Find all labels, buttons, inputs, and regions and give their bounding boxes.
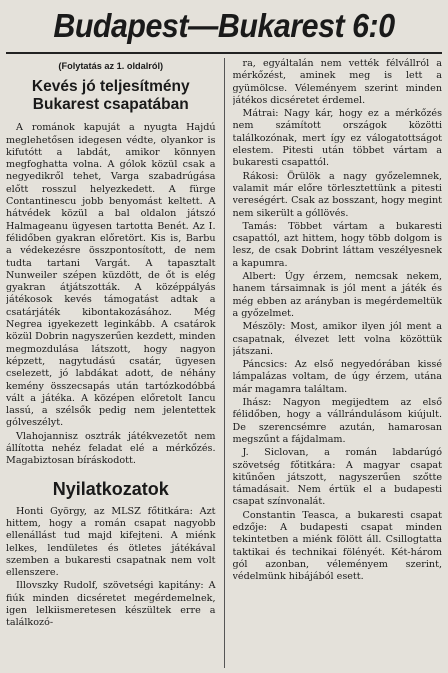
statement-paragraph: Albert: Úgy érzem, nemcsak nekem, hanem társaimnak is jól ment a játék és még ebben az arányban is megérdemeltük a győzelmet. bbox=[232, 271, 442, 319]
left-column bbox=[6, 58, 216, 668]
headline: Budapest—Bukarest 6:0 bbox=[53, 7, 395, 44]
subheadline: Kevés jó teljesítmény Bukarest csapatában bbox=[31, 78, 190, 114]
column-divider bbox=[224, 58, 225, 668]
statement-paragraph: Honti György, az MLSZ főtitkára: Azt hittem, hogy a román csapat nagyobb ellenállást tud majd kifejteni. A miénk lelkes, lendületes és ötletes játékával szemben a bukaresti csapatnak nem volt ellenszere. bbox=[6, 505, 216, 579]
statement-paragraph: ra, egyáltalán nem vették félvállról a mérkőzést, aminek meg is lett a gyümölcse. Véleményem szerint minden játékos dicséretet érdemel. bbox=[232, 58, 442, 106]
article-columns bbox=[6, 58, 442, 668]
statement-paragraph: Páncsics: Az első negyedórában kissé lámpalázas voltam, de úgy érzem, utána már magamra találtam. bbox=[232, 359, 442, 395]
report-paragraph: Vlahojannisz osztrák játékvezetőt nem állította nehéz feladat elé a mérkőzés. Magabiztosan bíráskodott. bbox=[6, 430, 216, 467]
statement-paragraph: Mészöly: Most, amikor ilyen jól ment a csapatnak, élvezet lett volna közöttük játszani. bbox=[232, 321, 442, 357]
continuation-note: (Folytatás az 1. oldalról) bbox=[58, 61, 164, 71]
statement-paragraph: Constantin Teasca, a bukaresti csapat edzője: A budapesti csapat minden tekintetben a miénk fölött áll. Csillogtatta taktikai és technikai fölényét. Két-három gól azonban, véleményem szerint, védelmünk hibájából esett. bbox=[232, 509, 442, 583]
statement-paragraph: J. Siclovan, a román labdarúgó szövetség főtitkára: A magyar csapat kitűnően játszott, nagyszerűen szőtte támadásait. Nem értük el a budapesti csapat színvonalát. bbox=[232, 447, 442, 508]
statement-paragraph: Illovszky Rudolf, szövetségi kapitány: A fiúk minden dicséretet megérdemelnek, igen lelkiismeretesen készültek erre a találkozó- bbox=[6, 580, 216, 629]
right-column bbox=[233, 58, 443, 668]
statement-paragraph: Mátrai: Nagy kár, hogy ez a mérkőzés nem számított országok közötti találkozónak, mert így ez válogatottságot elestem. Pitesti után többet vártam a bukaresti csapattól. bbox=[232, 108, 442, 169]
report-paragraph: A románok kapuját a nyugta Hajdú meglehetősen idegesen védte, olyankor is kifutótt a labdát, amikor könnyen megfoghatta volna. A gólok közül csak a negyedikről tehet, Varga szabadrúgása előtt rosszul helyezkedett. A fürge Contantinescu jobb benyomást keltett. A hátvédek közül a bal oldalon játszó Halmageanu ügyesen tartotta Benét. Az I. félidőben gyakran előretört. Kis is, Barbu a védekezésre összpontosított, de nem tudta tartani Vargát. A tapasztalt Nunweiler szépen küzdött, de őt is elég gyakran átjátszották. A középpályás játékosok kevés támogatást adtak a csatárjáték kibontakozásához. Még Negrea igyekezett leginkább. A csatárok közül Dobrin nagyszerűen kezdett, minden megmozdulása látszott, hogy nagyon képzett, nagytudású csatár, ügyesen cselezett, jó labdákat adott, de néhány kemény összecsapás után tartózkodóbbá vált a játéka. A középen előretolt Iancu lassú, a szélsők pedig nem jelentettek gólveszélyt. bbox=[6, 122, 216, 429]
statement-paragraph: Tamás: Többet vártam a bukaresti csapattól, azt hittem, hogy több dolgom is lesz, de csak Dobrint láttam veszélyesnek a kapumra. bbox=[232, 220, 442, 269]
section-title: Nyilatkozatok bbox=[52, 478, 169, 499]
statement-paragraph: Ihász: Nagyon megijedtem az első félidőben, hogy a vállrándulásom kiújult. De szerencsémre azután, hamarosan megszűnt a fájdalmam. bbox=[232, 397, 442, 445]
headline-rule bbox=[6, 52, 442, 54]
statement-paragraph: Rákosi: Örülök a nagy győzelemnek, valamit már előre törlesztettünk a pitesti vereségért. Csak az bosszant, hogy megint nem sikerült a góllövés. bbox=[232, 170, 442, 219]
